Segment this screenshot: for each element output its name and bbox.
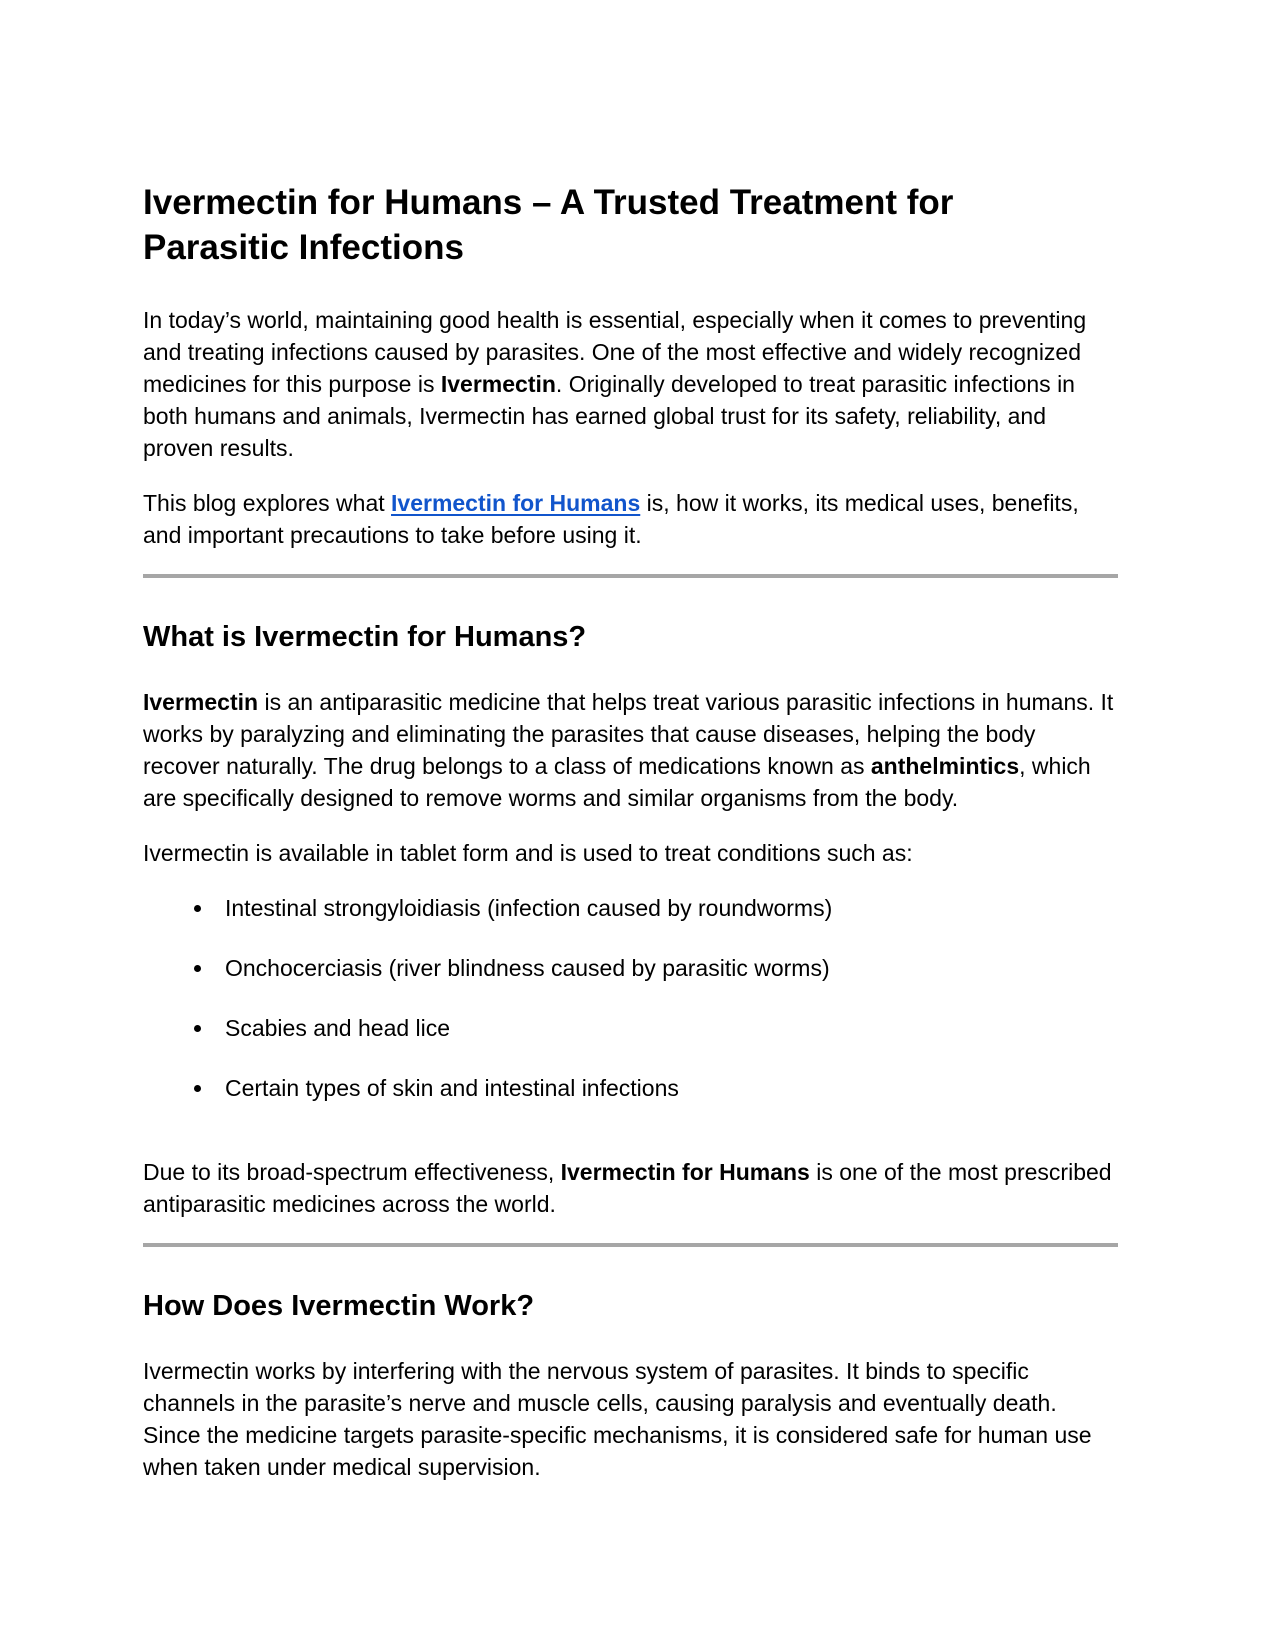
text-run: is, how it works, its medical uses, benefits, and important precautions to take before using it.: [143, 490, 1079, 548]
horizontal-rule: [143, 1243, 1118, 1247]
bullet-list: [143, 892, 1118, 1104]
text-run: Ivermectin is available in tablet form and is used to treat conditions such as:: [143, 840, 913, 866]
paragraph: [143, 304, 1118, 464]
paragraph: [143, 487, 1118, 551]
bold-text: Ivermectin for Humans: [560, 1159, 810, 1185]
paragraph: [143, 686, 1118, 814]
horizontal-rule: [143, 574, 1118, 578]
list-item: • Certain types of skin and intestinal infections: [215, 1072, 1118, 1104]
ivermectin-for-humans-link[interactable]: Ivermectin for Humans: [391, 490, 641, 516]
text-run: , which are specifically designed to remove worms and similar organisms from the body.: [143, 753, 1091, 811]
text-run: Ivermectin works by interfering with the nervous system of parasites. It binds to specific channels in the parasite’s nerve and muscle cells, causing paralysis and eventually death. Since the medicine targets parasite-specific mechanisms, it is considered safe for human use when taken under medical supervision.: [143, 1358, 1092, 1480]
list-item: • Intestinal strongyloidiasis (infection caused by roundworms): [215, 892, 1118, 924]
text-run: In today’s world, maintaining good health is essential, especially when it comes to preventing and treating infections caused by parasites. One of the most effective and widely recognized medicines for this purpose is: [143, 307, 1087, 397]
text-run: is one of the most prescribed antiparasitic medicines across the world.: [143, 1159, 1112, 1217]
text-run: Due to its broad-spectrum effectiveness,: [143, 1159, 561, 1185]
section-heading: How Does Ivermectin Work?: [143, 1290, 535, 1322]
list-item: • Scabies and head lice: [215, 1012, 1118, 1044]
text-run: is an antiparasitic medicine that helps treat various parasitic infections in humans. It works by paralyzing and eliminating the parasites that cause diseases, helping the body recover naturally. The drug belongs to a class of medications known as: [143, 689, 1114, 779]
bold-text: anthelmintics: [870, 753, 1020, 779]
paragraph: [143, 1355, 1118, 1483]
bold-text: Ivermectin: [440, 371, 556, 397]
document-title: Ivermectin for Humans – A Trusted Treatment for Parasitic Infections: [143, 183, 954, 267]
paragraph: [143, 1156, 1118, 1220]
text-run: This blog explores what: [143, 490, 392, 516]
section-heading: What is Ivermectin for Humans?: [143, 621, 587, 653]
bold-text: Ivermectin: [143, 689, 259, 715]
list-item: • Onchocerciasis (river blindness caused by parasitic worms): [215, 952, 1118, 984]
paragraph: [143, 837, 1118, 869]
text-run: . Originally developed to treat parasitic infections in both humans and animals, Ivermectin has earned global trust for its safety, reliability, and proven results.: [143, 371, 1075, 461]
